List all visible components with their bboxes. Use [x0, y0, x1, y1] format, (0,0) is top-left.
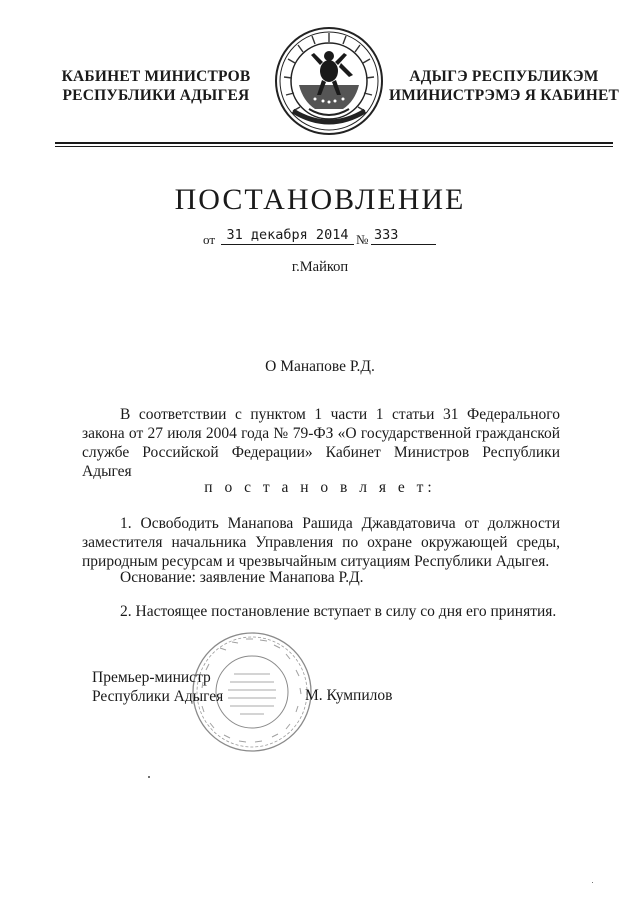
- document-subject: О Манапове Р.Д.: [265, 358, 375, 375]
- document-title: ПОСТАНОВЛЕНИЕ: [174, 183, 466, 216]
- document-date: 31 декабря 2014: [221, 227, 354, 245]
- preamble-paragraph: В соответствии с пунктом 1 части 1 статьи 31 Федерального закона от 27 июля 2004 года № 79-ФЗ «О государственной гражданской службе Российской Федерации» Кабинет Министров Республики Адыгея: [82, 406, 560, 480]
- header-left-line1: КАБИНЕТ МИНИСТРОВ: [61, 68, 251, 85]
- header-right: [386, 67, 622, 105]
- date-prefix: от: [203, 232, 216, 247]
- header-right-line2: ИМИНИСТРЭМЭ Я КАБИНЕТ: [388, 87, 620, 104]
- header-rule-thin: [55, 146, 613, 147]
- header-right-line1: АДЫГЭ РЕСПУБЛИКЭМ: [409, 68, 599, 85]
- header-left: [58, 67, 254, 105]
- signature-title-line1: Премьер-министр: [92, 669, 211, 686]
- document-number: 333: [371, 227, 436, 245]
- document-city: г.Майкоп: [291, 259, 349, 275]
- signature-title-line2: Республики Адыгея: [92, 688, 224, 705]
- signature-title: [92, 668, 223, 706]
- scan-speck: [148, 776, 150, 778]
- coat-of-arms-icon: [273, 25, 385, 137]
- signature-name: М. Кумпилов: [305, 687, 393, 704]
- item1-paragraph: 1. Освободить Манапова Рашида Джавдатовича от должности заместителя начальника Управления по охране окружающей среды, природным ресурсам и чрезвычайным ситуациям Республики Адыгея.: [82, 515, 560, 570]
- date-number-line: [0, 227, 640, 251]
- scan-speck: [592, 882, 593, 883]
- number-prefix: №: [356, 232, 369, 247]
- item1-basis: Основание: заявление Манапова Р.Д.: [120, 569, 364, 586]
- header-left-line2: РЕСПУБЛИКИ АДЫГЕЯ: [62, 87, 250, 104]
- header-rule-thick: [55, 142, 613, 144]
- item2-paragraph: 2. Настоящее постановление вступает в силу со дня его принятия.: [120, 603, 557, 620]
- decree-word: п о с т а н о в л я е т:: [204, 479, 436, 496]
